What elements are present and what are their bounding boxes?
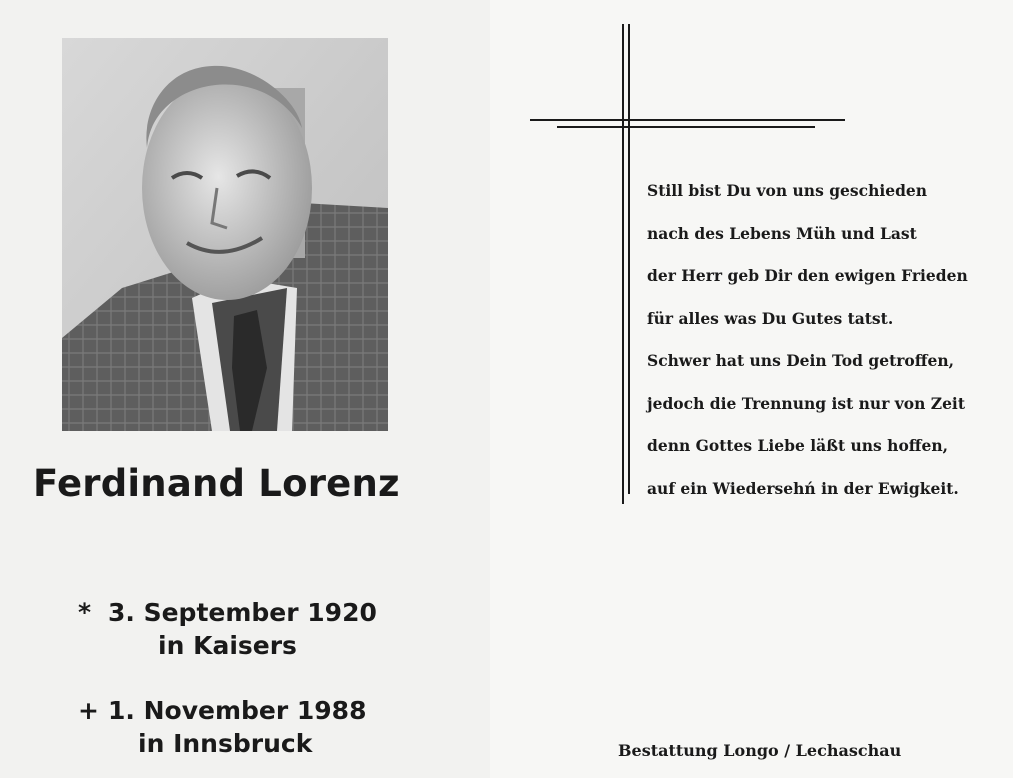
death-date: 1. November 1988 [108, 696, 367, 725]
poem-line: Still bist Du von uns geschieden [647, 181, 928, 200]
poem-line: nach des Lebens Müh und Last [647, 223, 917, 243]
death-place: in Innsbruck [138, 729, 313, 758]
deceased-name: Ferdinand Lorenz [33, 462, 400, 505]
poem-line: jedoch die Trennung ist nur von Zeit [647, 393, 965, 413]
poem-line: für alles was Du Gutes tatst. [647, 308, 894, 328]
poem-line: denn Gottes Liebe läßt uns hoffen, [647, 436, 949, 455]
birth-symbol: * [78, 598, 92, 627]
poem-line: der Herr geb Dir den ewigen Frieden [647, 266, 968, 285]
funeral-home: Bestattung Longo / Lechaschau [618, 741, 902, 760]
portrait-photo [62, 38, 388, 431]
birth-date: 3. September 1920 [108, 598, 377, 627]
birth-place: in Kaisers [158, 631, 297, 660]
poem-line: auf ein Wiedersehń in der Ewigkeit. [647, 478, 959, 498]
memorial-poem [647, 170, 1013, 510]
death-symbol: + [78, 696, 99, 725]
poem-line: Schwer hat uns Dein Tod getroffen, [647, 351, 954, 370]
death-info [78, 694, 366, 760]
birth-info [78, 596, 377, 662]
